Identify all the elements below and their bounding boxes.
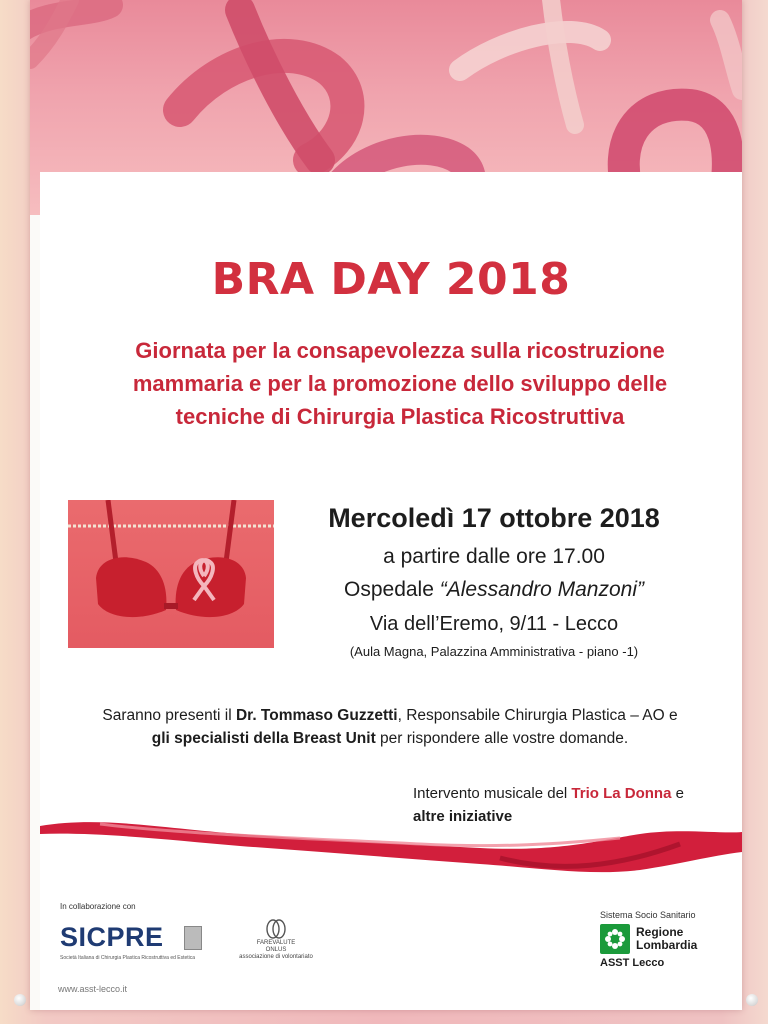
poster-subtitle [80,334,720,433]
farevalute-logo-icon [264,918,288,940]
farevalute-type: ONLUS [265,947,287,953]
doctor-name: Dr. Tommaso Guzzetti [235,707,398,724]
bra-photo [68,500,274,648]
subtitle-line-1: Giornata per la consapevolezza sulla ricostruzione [135,338,665,363]
lombardia-flower-icon [600,924,630,954]
event-date: Mercoledì 17 ottobre 2018 [328,503,660,533]
region-name-line-1: Regione [636,925,684,939]
event-address: Via dell’Eremo, 9/11 - Lecco [369,613,619,635]
doctor-role: , Responsabile Chirurgia Plastica – AO e [397,707,678,724]
website-url: www.asst-lecco.it [58,984,128,994]
subtitle-line-2: mammaria e per la promozione dello sviluppo delle [132,371,668,396]
collaboration-label: In collaborazione con [60,902,136,911]
region-system-label: Sistema Socio Sanitario [600,910,696,920]
presenters-text [60,704,720,750]
farevalute-sub: associazione di volontariato [239,954,313,960]
poster-title: BRA DAY 2018 [211,254,571,305]
farevalute-logo [236,918,316,961]
poster-content [40,172,742,1010]
pushpin-bottom-right [746,994,758,1006]
presenters-intro: Saranno presenti il [102,707,236,724]
pushpin-top-left [14,994,26,1006]
presenters-closing: per rispondere alle vostre domande. [375,730,629,747]
subtitle-line-3: tecniche di Chirurgia Plastica Ricostruttiva [175,404,625,429]
farevalute-name: FAREVALUTE [256,940,296,946]
other-initiatives: altre iniziative [413,808,513,825]
poster [30,0,742,1010]
event-room: (Aula Magna, Palazzina Amministrativa - piano -1) [349,644,639,659]
silk-ribbon-graphic [40,804,742,884]
regione-lombardia-logo [600,910,730,969]
sicpre-subtitle: Società Italiana di Chirurgia Plastica Ricostruttiva ed Estetica [60,955,196,961]
bra-illustration [68,500,274,648]
music-joiner: e [671,785,684,802]
specialists: gli specialisti della Breast Unit [151,730,376,747]
sicpre-logo: SICPRE [60,922,164,952]
event-hospital [294,578,694,602]
region-name-line-2: Lombardia [636,938,698,952]
asst-lecco-label: ASST Lecco [600,957,665,969]
event-time: a partire dalle ore 17.00 [383,545,605,568]
hospital-name: “Alessandro Manzoni” [439,578,644,601]
sicpre-emblem-icon [184,926,202,950]
band-name: Trio La Donna [571,785,672,802]
hospital-prefix: Ospedale [344,578,440,601]
music-intro: Intervento musicale del [413,785,572,802]
